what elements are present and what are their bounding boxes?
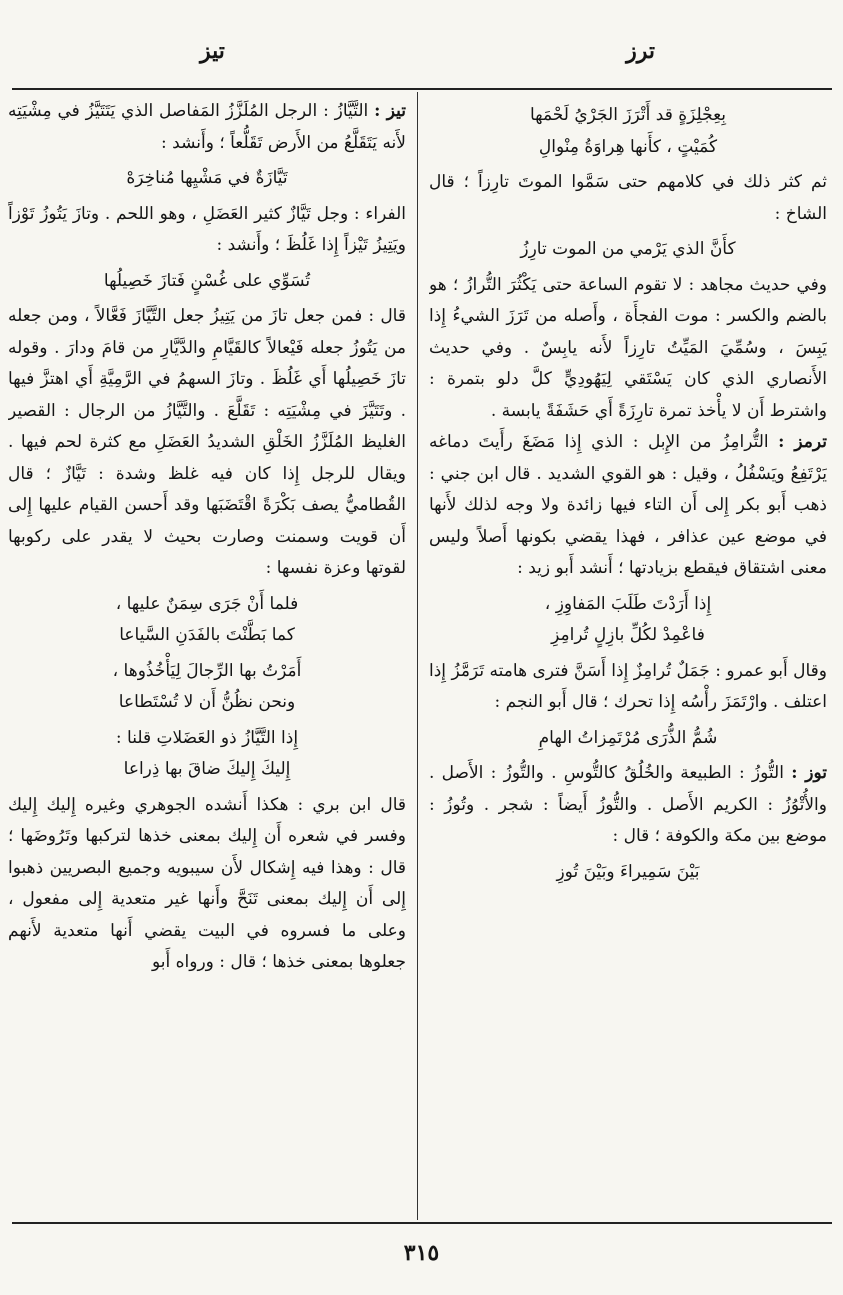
verse-line: فاعْمِدْ لكُلِّ بازِلٍ تُرامِزِ — [551, 625, 705, 645]
verse-block — [429, 589, 827, 652]
paragraph: وفي حديث مجاهد : لا تقوم الساعة حتى يَكْثُرَ التُّرازُ ؛ هو بالضم والكسر : موت الفجأَة ، وأَصله من تَرَزَ الشيءُ إِذا يَبِسَ ، وسُمِّيَ المَيِّتُ تارِزاً لأَنه يابِسٌ . وفي حديث الأَنصاري الذي كان يَسْتَقي لِيَهُودِيٍّ كلَّ دلو بتمرة : واشترط أَن لا يأْخذ تمرة تارِزَةً أَي حَشَفَةً يابسة . — [429, 274, 827, 421]
verse-line: ونحن نظُنُّ أَن لا تُسْتَطاعا — [118, 692, 296, 712]
verse-block — [8, 589, 406, 652]
entry-headword: تيز : — [374, 101, 406, 121]
verse-block — [8, 656, 406, 719]
page-header — [0, 38, 843, 78]
verse-line: إِذا أَرَدْتَ طَلَبَ المَفاوِزِ ، — [544, 593, 712, 614]
verse-line: كأَنَّ الذي يَرْمي من الموت تارِزُ — [520, 239, 736, 259]
verse-line: كُمَيْتٍ ، كأَنها هِراوَةُ مِنْوالِ — [538, 136, 718, 157]
header-rule — [12, 88, 832, 90]
entry-tawz — [429, 758, 827, 853]
entry-tyz — [8, 96, 406, 159]
paragraph: قال : فمن جعل تازَ من يَتِيزُ جعل التَّيَّازَ فَعَّالاً ، ومن جعله من يَتُوزُ جعله فَيْعالاً كالقَيَّامِ والدَّيَّارِ من قامَ ودارَ . وقوله تازَ خَصِيلُها أَي غَلُظَ . وتازَ السهمُ في الرَّمِيَّةِ أَي اهتزَّ فيها . وتَتَيَّزَ في مِشْيَتِه : تَقَلَّعَ . والتَّيَّازُ من الرجال : القصير الغليظ المُلَزَّزُ الخَلْقِ الشديدُ العَضَلِ مع كثرة لحم فيها . ويقال للرجل إِذا كان فيه غلظ وشدة : تَيَّازٌ ؛ قال القُطاميُّ يصف بَكْرَةً اقْتَضَبَها وقد أَحسن القيام عليها إِلى أَن قويت وسمنت وصارت بحيث لا يقدر على ركوبها لقوتها وعزة نفسها : — [8, 306, 406, 578]
verse-line: أَمَرْتُ بها الرِّجالَ لِيَأْخُذُوها ، — [112, 660, 302, 681]
header-root-right: ترز — [626, 38, 655, 64]
entry-text: التُّرامِزُ من الإِبل : الذي إِذا مَضَغَ رأَيتَ دماغه يَرْتَفِعُ ويَسْفُلُ ، وقيل : هو القوي الشديد . قال ابن جني : ذهب أَبو بكر إِلى أَن التاء فيها زائدة ولا وجه لذلك لأَنها في موضع عين عذافر ، فهذا يقضي بكونها أَصلاً وليس معنى اشتقاق فيقطع بزيادتها ؛ أَنشد أَبو زيد : — [429, 432, 827, 578]
verse-line: بَيْنَ سَمِيراءَ وبَيْنَ تُوزِ — [556, 861, 700, 882]
left-column — [8, 96, 406, 1218]
verse-line: إِذا التَّيَّازُ ذو العَضَلاتِ قلنا : — [115, 727, 299, 748]
verse-line: تُسَوِّي على غُسْنٍ فَتازَ خَصِيلُها — [103, 270, 311, 291]
header-root-left: تيز — [200, 38, 225, 64]
paragraph: ثم كثر ذلك في كلامهم حتى سَمَّوا الموتَ تارِزاً ؛ قال الشاخ : — [429, 172, 827, 224]
entry-headword: توز : — [791, 763, 827, 783]
entry-text: التَّيَّازُ : الرجل المُلَزَّزُ المَفاصل الذي يَتَتَيَّزُ في مِشْيَتِه لأَنه يَتَقَلَّعُ من الأَرض تَقَلُّعاً ؛ وأَنشد : — [8, 101, 406, 153]
verse-block — [8, 723, 406, 786]
paragraph: الفراء : وجل تَيَّازٌ كثير العَضَلِ ، وهو اللحم . وتازَ يَتُوزُ تَوْزاً ويَتِيزُ تَيْزاً إِذا غَلُظَ ؛ وأَنشد : — [8, 203, 406, 255]
entry-trmz — [429, 427, 827, 585]
verse-line: كما بَطَّنْتَ بالفَدَنِ السَّياعا — [119, 625, 295, 645]
column-divider — [417, 92, 418, 1220]
verse-line: تَيَّازَةٌ في مَشْيِها مُناخِرَهْ — [126, 168, 288, 188]
paragraph: قال ابن بري : هكذا أَنشده الجوهري وغيره إِليك إِليك وفسر في شعره أَن إِليك بمعنى خذها لتركبها وتَرُوضَها ؛ قال : وهذا فيه إِشكال لأَن سيبويه وجميع البصريين ذهبوا إِلى أَن إِليك بمعنى تَنَحَّ وأَنها غير متعدية إِلى مفعول ، وعلى ما فسروه في البيت يقضي أَنها متعدية لأَنهم جعلوها بمعنى خذها ؛ قال : ورواه أَبو — [8, 794, 406, 972]
verse-line: فلما أَنْ جَرَى سِمَنٌ عليها ، — [115, 593, 299, 614]
verse-line: بِعِجْلِزَةٍ قد أَتْرَزَ الجَرْيُ لَحْمَها — [529, 105, 727, 125]
verse-line: إِليكَ إِليكَ ضاقَ بها ذِراعا — [123, 759, 291, 779]
paragraph: وقال أَبو عمرو : جَمَلٌ تُرامِزٌ إِذا أَسَنَّ فترى هامته تَرَمَّزُ إِذا اعتلف . وارْتَمَزَ رأْسُه إِذا تحرك ؛ قال أَبو النجم : — [429, 660, 827, 712]
page-number: ٣١٥ — [403, 1240, 440, 1266]
entry-headword: ترمز : — [778, 432, 827, 452]
entry-text: التُّوزُ : الطبيعة والخُلُقُ كالتُّوسِ . والتُّوزُ : الأَصل . والأُتْوُزُ : الكريم الأَصل . والتُّوزُ أَيضاً : شجر . وتُوزُ : موضع بين مكة والكوفة ؛ قال : — [429, 763, 827, 846]
right-column — [429, 96, 827, 1218]
footer-rule — [12, 1222, 832, 1224]
verse-line: شُمُّ الذُّرَى مُرْتَمِزاتُ الهامِ — [538, 727, 718, 748]
verse-block — [429, 100, 827, 163]
